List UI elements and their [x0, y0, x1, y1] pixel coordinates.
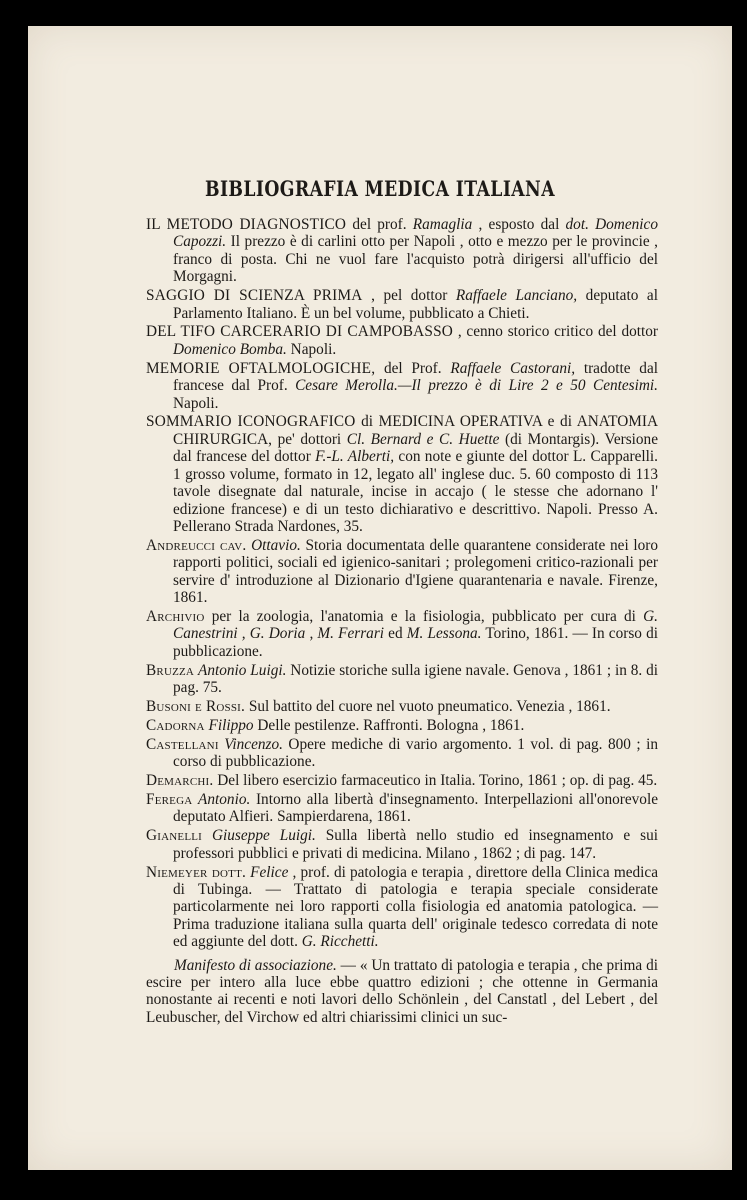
- manifest-text: — « Un trattato di patologia e terapia , che prima di escire per intero alla luce ebbe quattro edizioni ; che ottenne in Germania nonostante ai recenti e noti lavori dello Schönlein , del Canstatl , del Lebert , del Leubuscher, del Virchow ed altri chiarissimi clinici un suc-: [146, 956, 658, 1026]
- entry-3: [146, 323, 658, 358]
- entry-text: , cenno storico critico del dottor: [453, 323, 658, 341]
- entry-lead: SAGGIO DI SCIENZA PRIMA: [146, 287, 363, 305]
- entry-text: Sul battito del cuore nel vuoto pneumatico. Venezia , 1861.: [245, 697, 611, 715]
- entry-italic: Giuseppe Luigi.: [211, 827, 316, 845]
- entry-text: ed: [384, 625, 407, 643]
- entry-12: [146, 772, 658, 789]
- paper-sheet: [28, 26, 732, 1170]
- entry-text: , esposto dal: [472, 216, 566, 233]
- entry-italic: F.-L. Alberti,: [315, 448, 395, 466]
- entry-italic: dot. Domenico Capozzi.: [173, 216, 658, 251]
- entry-text: Napoli.: [286, 340, 337, 358]
- entry-13: [146, 791, 658, 826]
- entry-lead: Bruzza: [146, 661, 195, 679]
- entry-text: Torino, 1861. — In corso di pubblicazione.: [173, 625, 658, 660]
- entry-text: Notizie storiche sulla igiene navale. Genova , 1861 ; in 8. di pag. 75.: [173, 661, 658, 697]
- entry-lead: Busoni e Rossi.: [146, 697, 246, 715]
- entry-lead: MEMORIE OFTALMOLOGICHE,: [146, 359, 376, 377]
- entry-text: tradotte dal francese dal Prof.: [173, 359, 658, 395]
- entry-italic: Antonio Luigi.: [197, 661, 287, 679]
- entry-text: Napoli.: [173, 394, 219, 412]
- entry-lead: Demarchi.: [146, 772, 214, 790]
- entry-text: Il prezzo è di carlini otto per Napoli , otto e mezzo per le provincie , franco di posta. Chi ne vuol fare l'acquisto potrà dirigersi all'ufficio del Morgagni.: [173, 233, 658, 286]
- entry-lead: Castellani: [146, 735, 219, 753]
- entry-15: [146, 864, 658, 951]
- entry-4: [146, 360, 658, 412]
- entry-text: Del libero esercizio farmaceutico in Italia. Torino, 1861 ; op. di pag. 45.: [213, 772, 658, 790]
- entry-text: , pel dottor: [362, 287, 456, 305]
- entry-1: [146, 216, 658, 286]
- page-title: BIBLIOGRAFIA MEDICA ITALIANA: [205, 176, 555, 201]
- entry-text: di MEDICINA OPERATIVA e di ANATOMIA CHIRURGICA, pe' dottori: [173, 413, 658, 448]
- entry-text: con note e giunte del dottor L. Capparelli. 1 grosso volume, formato in 12, legato all' inglese duc. 5. 60 composto di 113 tavole disegnate dal naturale, incise in accajo ( le stesse che adornano l' edizione francese) e di un testo dichiarativo e descrittivo. Napoli. Presso A. Pellerano Strada Nardones, 35.: [173, 448, 658, 535]
- entry-text: prof. di patologia e terapia , direttore della Clinica medica di Tubinga. — Trattato di patologia e terapia speciale considerate particolarmente nei loro rapporti colla fisiologia ed anatomia patologica. — Prima traduzione italiana sulla quarta dell' originale tedesco corredata di note ed aggiunte del dott.: [173, 863, 658, 951]
- entry-italic: Ramaglia: [412, 216, 473, 233]
- entry-lead: Andreucci cav.: [146, 536, 247, 554]
- manifest-label: Manifesto di associazione.: [174, 956, 337, 974]
- entry-italic: Cesare Merolla.—Il prezzo è di Lire 2 e 50 Centesimi.: [295, 377, 658, 395]
- entry-text: (di Montargis). Versione dal francese del dottor: [173, 430, 658, 466]
- entry-italic: Ottavio.: [251, 536, 301, 554]
- entry-italic: Antonio.: [198, 791, 251, 808]
- entry-lead: DEL TIFO CARCERARIO DI CAMPOBASSO: [146, 323, 454, 341]
- entry-italic: Raffaele Castorani,: [450, 359, 576, 377]
- entry-lead: Cadorna: [146, 716, 205, 734]
- entry-5: [146, 413, 658, 535]
- entry-lead: Archivio: [146, 607, 205, 625]
- manifest-paragraph: [146, 957, 658, 1027]
- entry-8: [146, 662, 658, 697]
- entry-7: [146, 608, 658, 660]
- entry-italic: Domenico Bomba.: [173, 340, 287, 358]
- entry-9: [146, 698, 658, 715]
- entry-text: del Prof.: [375, 359, 451, 377]
- entry-14: [146, 827, 658, 862]
- entry-lead: Gianelli: [146, 827, 203, 845]
- entry-italic: G. Ricchetti.: [301, 933, 379, 951]
- entry-lead: IL METODO DIAGNOSTICO: [146, 216, 347, 233]
- entry-text: Sulla libertà nello studio ed insegnamento e sui professori pubblici e privati di medicina. Milano , 1862 ; di pag. 147.: [173, 827, 658, 862]
- entry-text: Opere mediche di vario argomento. 1 vol. di pag. 800 ; in corso di pubblicazione.: [173, 735, 658, 771]
- entry-italic: Cl. Bernard e C. Huette: [346, 430, 500, 448]
- entry-italic: Filippo: [208, 716, 254, 734]
- bibliography-list: [146, 216, 658, 1026]
- entry-text: Delle pestilenze. Raffronti. Bologna , 1861.: [253, 716, 525, 734]
- entry-italic: Vincenzo.: [224, 735, 283, 753]
- entry-text: [202, 827, 212, 844]
- entry-lead: Niemeyer dott.: [146, 863, 247, 881]
- entry-italic: M. Lessona.: [406, 625, 482, 643]
- entry-2: [146, 287, 658, 322]
- entry-italic: G. Canestrini , G. Doria , M. Ferrari: [173, 607, 658, 643]
- entry-text: deputato al Parlamento Italiano. È un bel volume, pubblicato a Chieti.: [173, 287, 658, 322]
- entry-text: per la zoologia, l'anatomia e la fisiologia, pubblicato per cura di: [204, 607, 644, 625]
- entry-italic: Felice ,: [250, 863, 297, 881]
- entry-6: [146, 537, 658, 607]
- entry-text: del prof.: [346, 216, 413, 233]
- entry-lead: Ferega: [146, 791, 193, 808]
- entry-text: Intorno alla libertà d'insegnamento. Interpellazioni all'onorevole deputato Alfieri. Sampierdarena, 1861.: [173, 791, 658, 826]
- entry-10: [146, 717, 658, 734]
- entry-lead: SOMMARIO ICONOGRAFICO: [146, 413, 356, 431]
- entry-text: Storia documentata delle quarantene considerate nei loro rapporti politici, sociali ed igienico-sanitari ; prolegomeni critico-razionali per servire d' introduzione al Dizionario d'Igiene quarantenaria e navale. Firenze, 1861.: [173, 536, 659, 607]
- entry-11: [146, 736, 658, 771]
- entry-italic: Raffaele Lanciano,: [455, 287, 578, 305]
